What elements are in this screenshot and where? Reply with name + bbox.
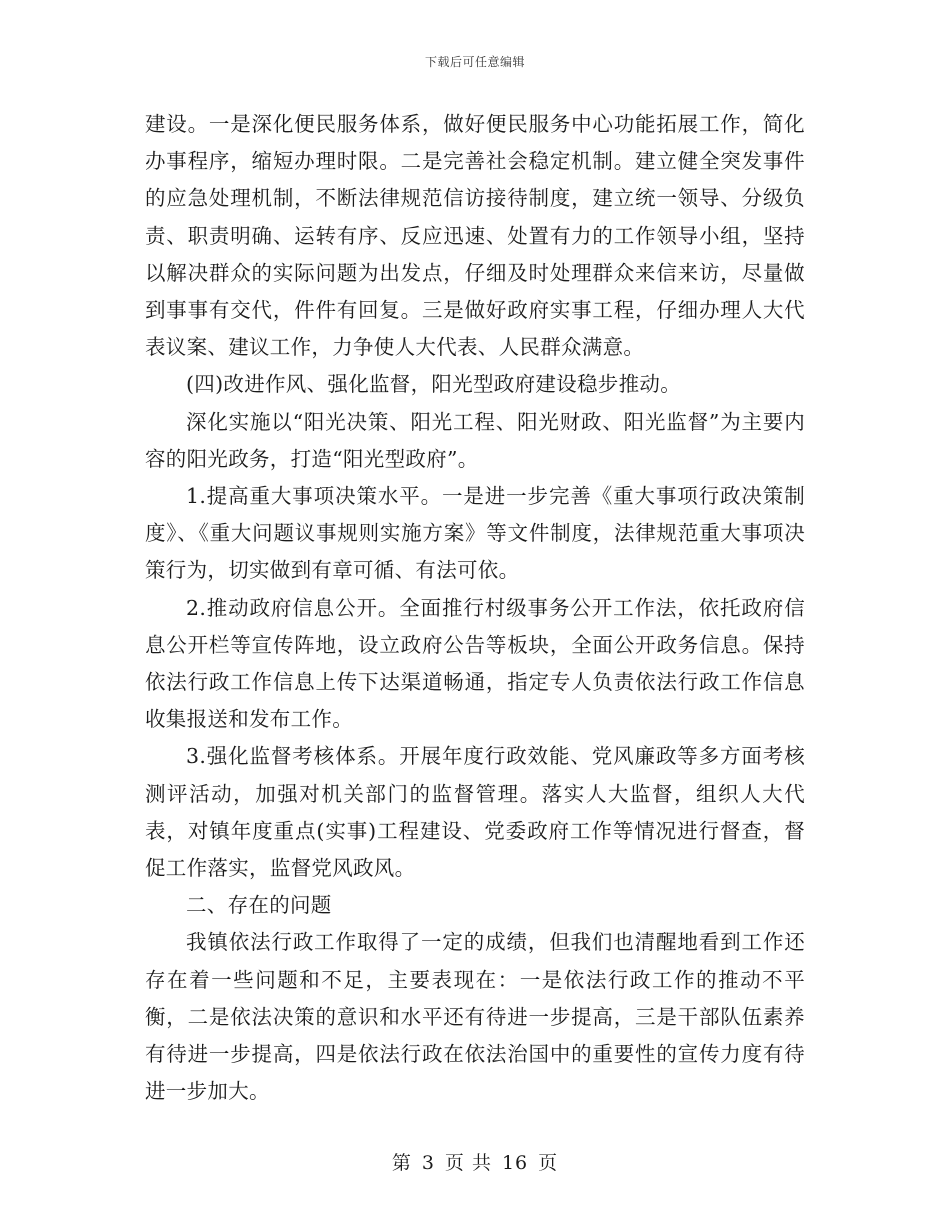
page-header: 下载后可任意编辑: [424, 55, 525, 69]
section-heading-4: (四)改进作风、强化监督，阳光型政府建设稳步推动。: [186, 372, 681, 397]
page-current: 3: [421, 1152, 435, 1174]
paragraph-item-2: 2.推动政府信息公开。全面推行村级事务公开工作法，依托政府信息公开栏等宣传阵地，设立政府公告等板块，全面公开政务信息。保持依法行政工作信息上传下达渠道畅通，指定专人负责依法行政工作信息收集报送和发布工作。: [145, 595, 805, 732]
page-mid: 页 共: [444, 1152, 492, 1174]
paragraph-item-3: 3.强化监督考核体系。开展年度行政效能、党风廉政等多方面考核测评活动，加强对机关部门的监督管理。落实人大监督，组织人大代表，对镇年度重点(实事)工程建设、党委政府工作等情况进行督查，督促工作落实，监督党风政风。: [145, 744, 805, 881]
paragraph-problems: 我镇依法行政工作取得了一定的成绩，但我们也清醒地看到工作还存在着一些问题和不足，主要表现在：一是依法行政工作的推动不平衡，二是依法决策的意识和水平还有待进一步提高，三是干部队伍素养有待进一步提高，四是依法行政在依法治国中的重要性的宣传力度有待进一步加大。: [145, 930, 805, 1104]
section-heading-problems: 二、存在的问题: [186, 893, 332, 918]
paragraph-continuation: 建设。一是深化便民服务体系，做好便民服务中心功能拓展工作，简化办事程序，缩短办理时限。二是完善社会稳定机制。建立健全突发事件的应急处理机制，不断法律规范信访接待制度，建立统一领导、分级负责、职责明确、运转有序、反应迅速、处置有力的工作领导小组，坚持以解决群众的实际问题为出发点，仔细及时处理群众来信来访，尽量做到事事有交代，件件有回复。三是做好政府实事工程，仔细办理人大代表议案、建议工作，力争使人大代表、人民群众满意。: [145, 112, 805, 360]
page-total: 16: [501, 1152, 529, 1174]
paragraph-sunshine-intro: 深化实施以“阳光决策、阳光工程、阳光财政、阳光监督”为主要内容的阳光政务，打造“阳光型政府”。: [145, 409, 805, 471]
page-footer: [0, 1148, 950, 1175]
document-body: [145, 106, 805, 1110]
page-prefix: 第: [391, 1152, 412, 1174]
page-suffix: 页: [538, 1152, 559, 1174]
paragraph-item-1: 1.提高重大事项决策水平。一是进一步完善《重大事项行政决策制度》、《重大问题议事规则实施方案》等文件制度，法律规范重大事项决策行为，切实做到有章可循、有法可依。: [145, 484, 805, 583]
